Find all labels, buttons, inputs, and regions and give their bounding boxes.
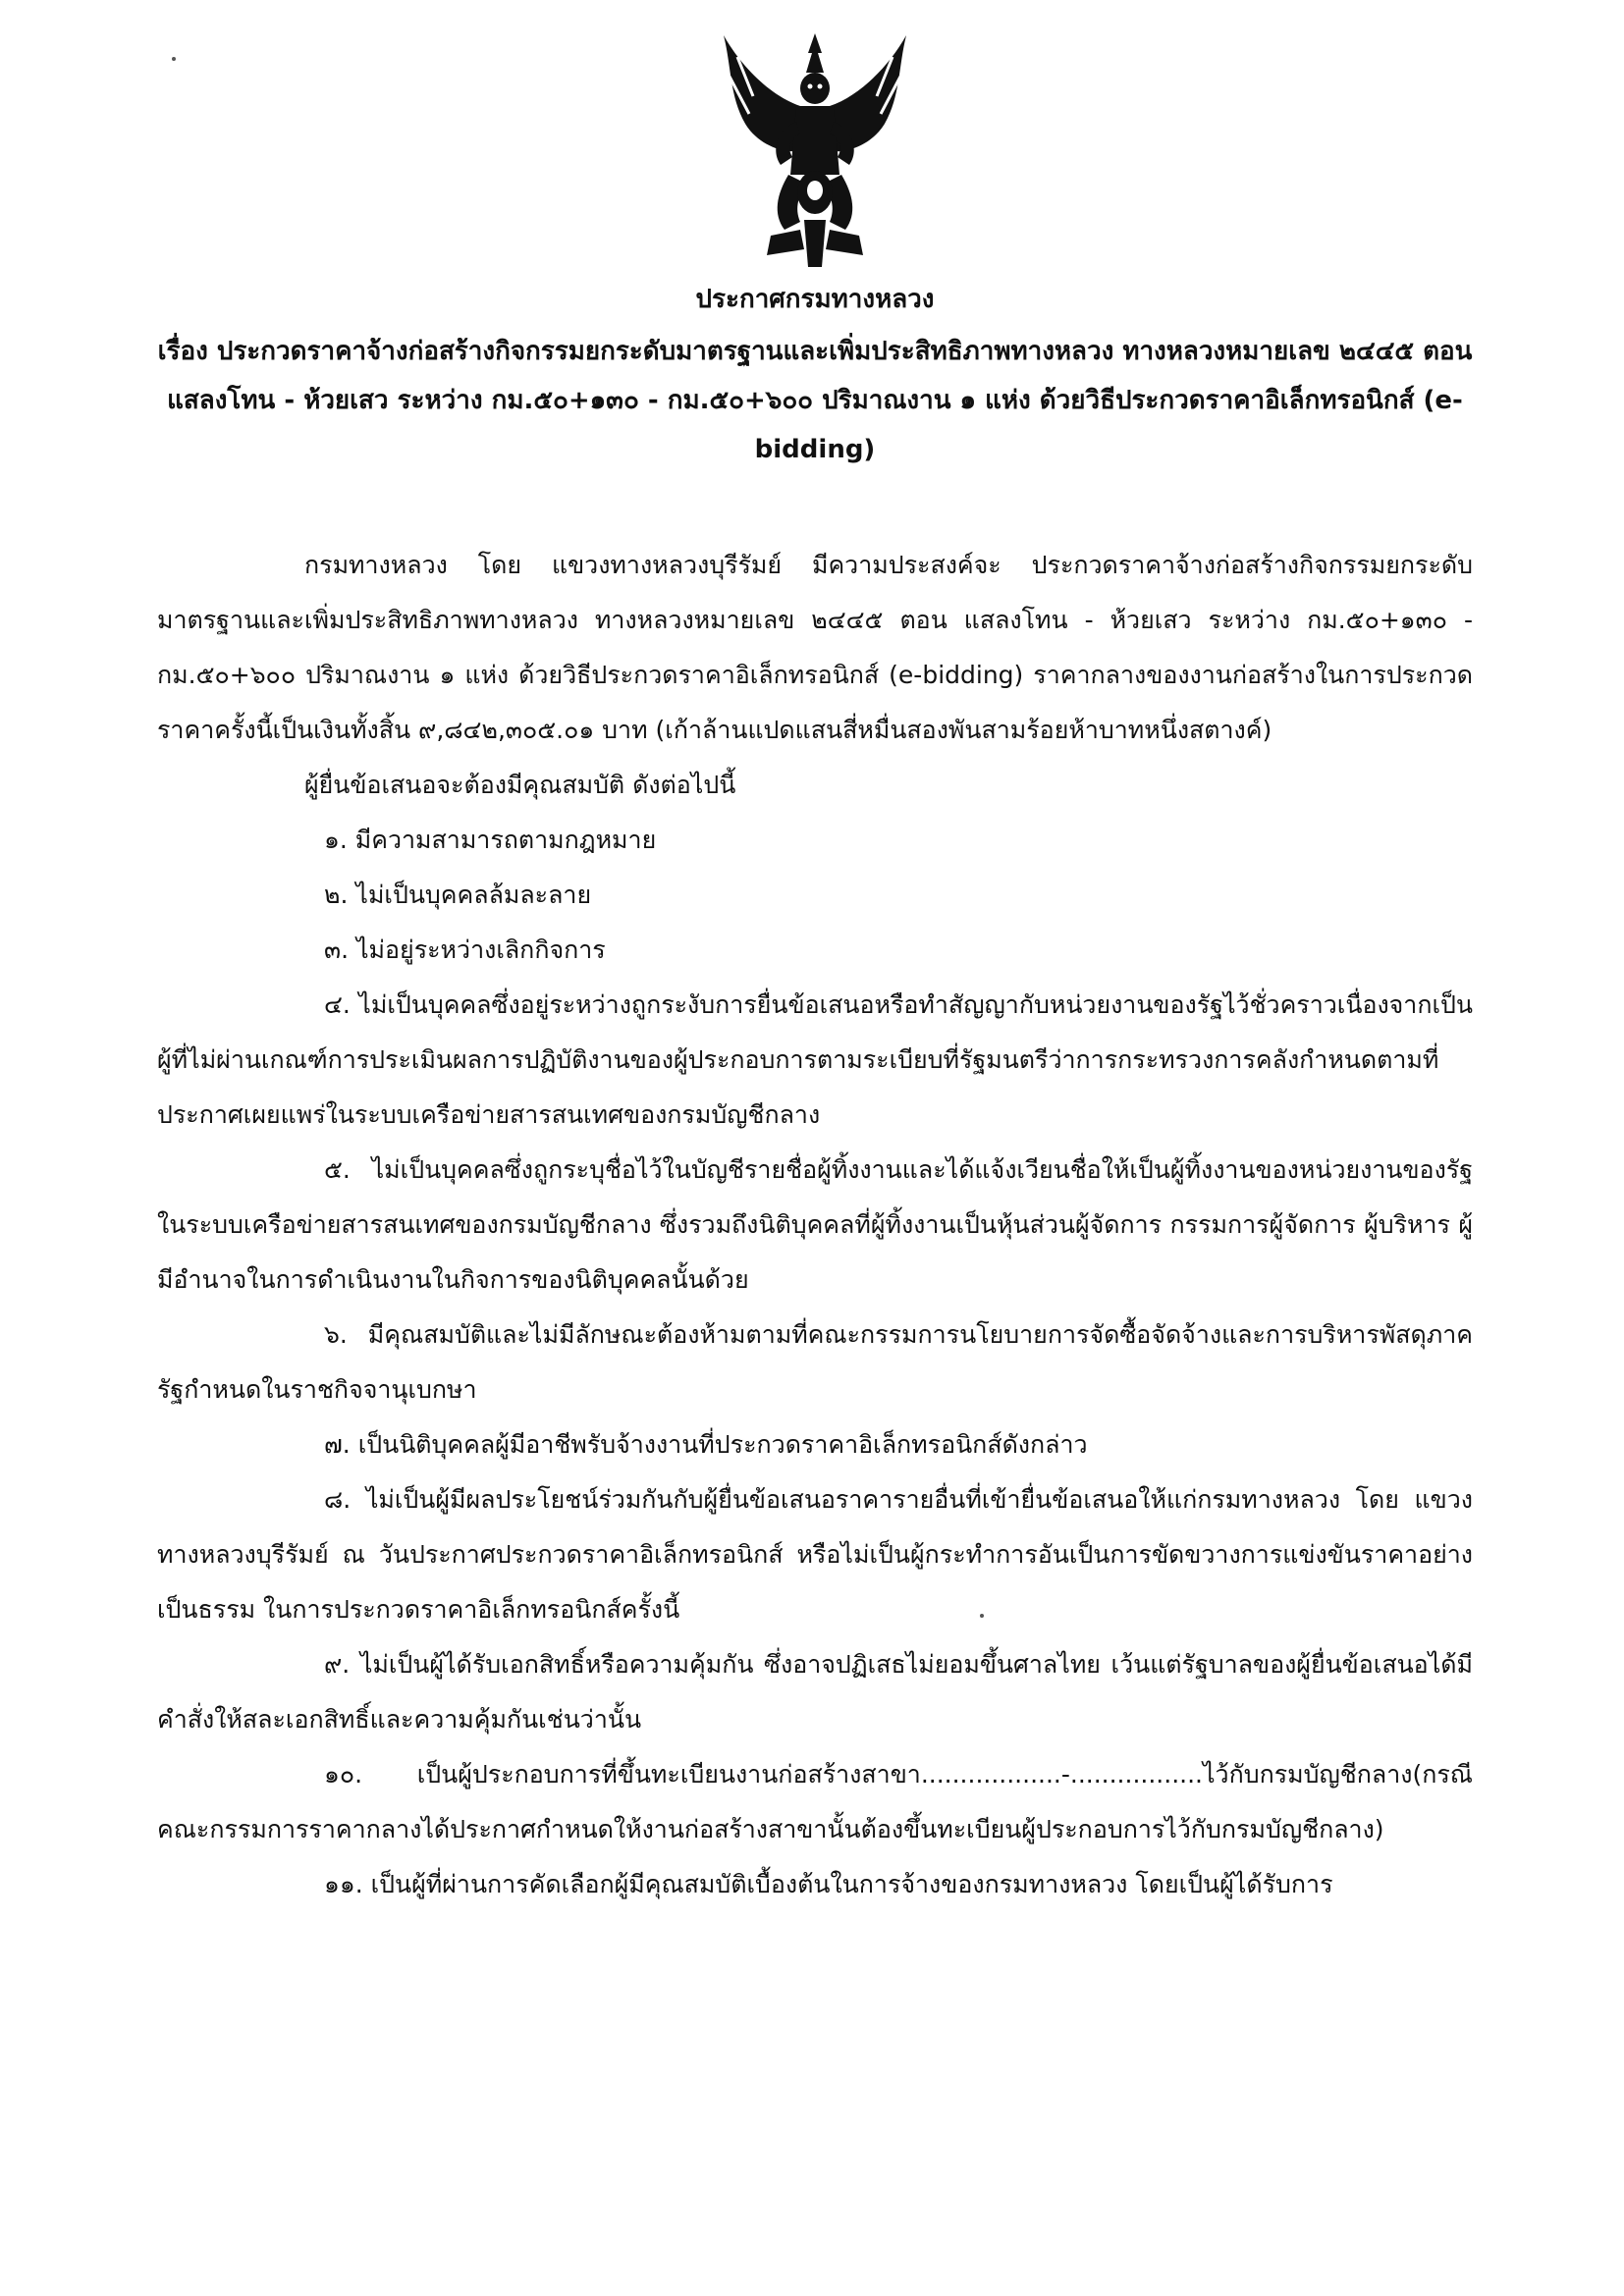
scan-speck (172, 57, 176, 61)
qualifications-heading: ผู้ยื่นข้อเสนอจะต้องมีคุณสมบัติ ดังต่อไปนี้ (304, 771, 736, 799)
qualification-item: ๗. เป็นนิติบุคคลผู้มีอาชีพรับจ้างงานที่ประกวดราคาอิเล็กทรอนิกส์ดังกล่าว (324, 1430, 1088, 1459)
qualification-item: ๒. ไม่เป็นบุคคลล้มละลาย (324, 881, 592, 909)
scan-speck (980, 1614, 984, 1618)
intro-paragraph: กรมทางหลวง โดย แขวงทางหลวงบุรีรัมย์ มีความประสงค์จะ ประกวดราคาจ้างก่อสร้างกิจกรรมยกระดับมาตรฐานและเพิ่มประสิทธิภาพทางหลวง ทางหลวงหมายเลข ๒๔๔๕ ตอน แสลงโทน - ห้วยเสว ระหว่าง กม.๕๐+๑๓๐ - กม.๕๐+๖๐๐ ปริมาณงาน ๑ แห่ง ด้วยวิธีประกวดราคาอิเล็กทรอนิกส์ (e-bidding) ราคากลางของงานก่อสร้างในการประกวดราคาครั้งนี้เป็นเงินทั้งสิ้น ๙,๘๔๒,๓๐๕.๐๑ บาท (เก้าล้านแปดแสนสี่หมื่นสองพันสามร้อยห้าบาทหนึ่งสตางค์) (157, 551, 1473, 744)
qualification-item: ๖. มีคุณสมบัติและไม่มีลักษณะต้องห้ามตามที่คณะกรรมการนโยบายการจัดซื้อจัดจ้างและการบริหารพัสดุภาครัฐกำหนดในราชกิจจานุเบกษา (157, 1320, 1473, 1404)
qualification-item: ๘. ไม่เป็นผู้มีผลประโยชน์ร่วมกันกับผู้ยื่นข้อเสนอราคารายอื่นที่เข้ายื่นข้อเสนอให้แก่กรมทางหลวง โดย แขวงทางหลวงบุรีรัมย์ ณ วันประกาศประกวดราคาอิเล็กทรอนิกส์ หรือไม่เป็นผู้กระทำการอันเป็นการขัดขวางการแข่งขันราคาอย่างเป็นธรรม ในการประกวดราคาอิเล็กทรอนิกส์ครั้งนี้ (157, 1485, 1473, 1624)
qualification-item: ๑๑. เป็นผู้ที่ผ่านการคัดเลือกผู้มีคุณสมบัติเบื้องต้นในการจ้างของกรมทางหลวง โดยเป็นผู้ได้รับการ (324, 1870, 1333, 1898)
announcement-body (157, 538, 1473, 1912)
qualification-item: ๑๐. เป็นผู้ประกอบการที่ขึ้นทะเบียนงานก่อสร้างสาขา..................-.................ไว้กับกรมบัญชีกลาง(กรณีคณะกรรมการราคากลางได้ประกาศกำหนดให้งานก่อสร้างสาขานั้นต้องขึ้นทะเบียนผู้ประกอบการไว้กับกรมบัญชีกลาง) (157, 1760, 1473, 1843)
announcement-organization: ประกาศกรมทางหลวง (695, 285, 935, 314)
qualification-item: ๔. ไม่เป็นบุคคลซึ่งอยู่ระหว่างถูกระงับการยื่นข้อเสนอหรือทำสัญญากับหน่วยงานของรัฐไว้ชั่วคราวเนื่องจากเป็นผู้ที่ไม่ผ่านเกณฑ์การประเมินผลการปฏิบัติงานของผู้ประกอบการตามระเบียบที่รัฐมนตรีว่าการกระทรวงการคลังกำหนดตามที่ประกาศเผยแพร่ในระบบเครือข่ายสารสนเทศของกรมบัญชีกลาง (157, 990, 1473, 1129)
announcement-header (147, 280, 1483, 474)
qualification-item: ๙. ไม่เป็นผู้ได้รับเอกสิทธิ์หรือความคุ้มกัน ซึ่งอาจปฏิเสธไม่ยอมขึ้นศาลไทย เว้นแต่รัฐบาลของผู้ยื่นข้อเสนอได้มีคำสั่งให้สละเอกสิทธิ์และความคุ้มกันเช่นว่านั้น (157, 1650, 1473, 1734)
qualification-item: ๑. มีความสามารถตามกฎหมาย (324, 826, 657, 854)
qualification-item: ๕. ไม่เป็นบุคคลซึ่งถูกระบุชื่อไว้ในบัญชีรายชื่อผู้ทิ้งงานและได้แจ้งเวียนชื่อให้เป็นผู้ทิ้งงานของหน่วยงานของรัฐในระบบเครือข่ายสารสนเทศของกรมบัญชีกลาง ซึ่งรวมถึงนิติบุคคลที่ผู้ทิ้งงานเป็นหุ้นส่วนผู้จัดการ กรรมการผู้จัดการ ผู้บริหาร ผู้มีอำนาจในการดำเนินงานในกิจการของนิติบุคคลนั้นด้วย (157, 1155, 1473, 1294)
qualification-item: ๓. ไม่อยู่ระหว่างเลิกกิจการ (324, 935, 606, 964)
garuda-emblem-icon (702, 27, 928, 273)
announcement-subject: เรื่อง ประกวดราคาจ้างก่อสร้างกิจกรรมยกระดับมาตรฐานและเพิ่มประสิทธิภาพทางหลวง ทางหลวงหมายเลข ๒๔๔๕ ตอน แสลงโทน - ห้วยเสว ระหว่าง กม.๕๐+๑๓๐ - กม.๕๐+๖๐๐ ปริมาณงาน ๑ แห่ง ด้วยวิธีประกวดราคาอิเล็กทรอนิกส์ (e-bidding) (157, 337, 1473, 464)
